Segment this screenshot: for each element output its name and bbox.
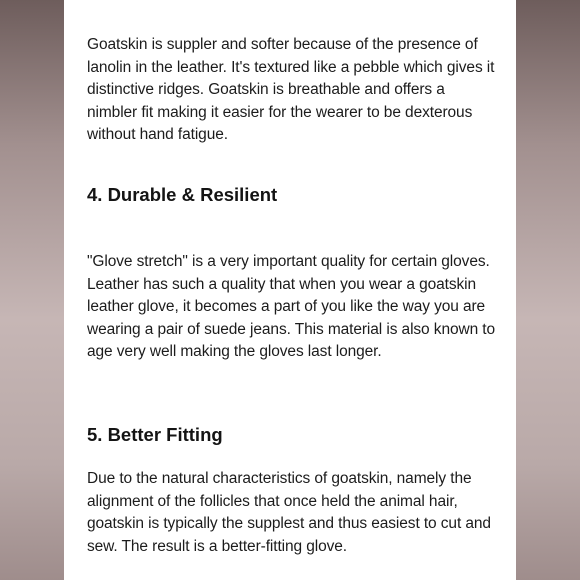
paragraph-natural-characteristics: Due to the natural characteristics of goatskin, namely the alignment of the follicles that once held the animal hair, goatskin is typically the supplest and thus easiest to cut and sew. The result is a better-fitting glove.: [87, 470, 491, 555]
heading-durable-resilient: 4. Durable & Resilient: [87, 184, 278, 205]
backdrop-left-edge: [0, 0, 64, 580]
heading-better-fitting: 5. Better Fitting: [87, 424, 223, 445]
paragraph-goatskin-softness: Goatskin is suppler and softer because of the presence of lanolin in the leather. It's textured like a pebble which gives it distinctive ridges. Goatskin is breathable and offers a nimbler fit making it easier for the wearer to be dexterous without hand fatigue.: [87, 36, 495, 143]
backdrop-right-edge: [516, 0, 580, 580]
paragraph-glove-stretch: "Glove stretch" is a very important quality for certain gloves. Leather has such a quality that when you wear a goatskin leather glove, it becomes a part of you like the way you are wearing a pair of suede jeans. This material is also known to age very well making the gloves last longer.: [87, 253, 496, 360]
article-page: [64, 0, 516, 580]
